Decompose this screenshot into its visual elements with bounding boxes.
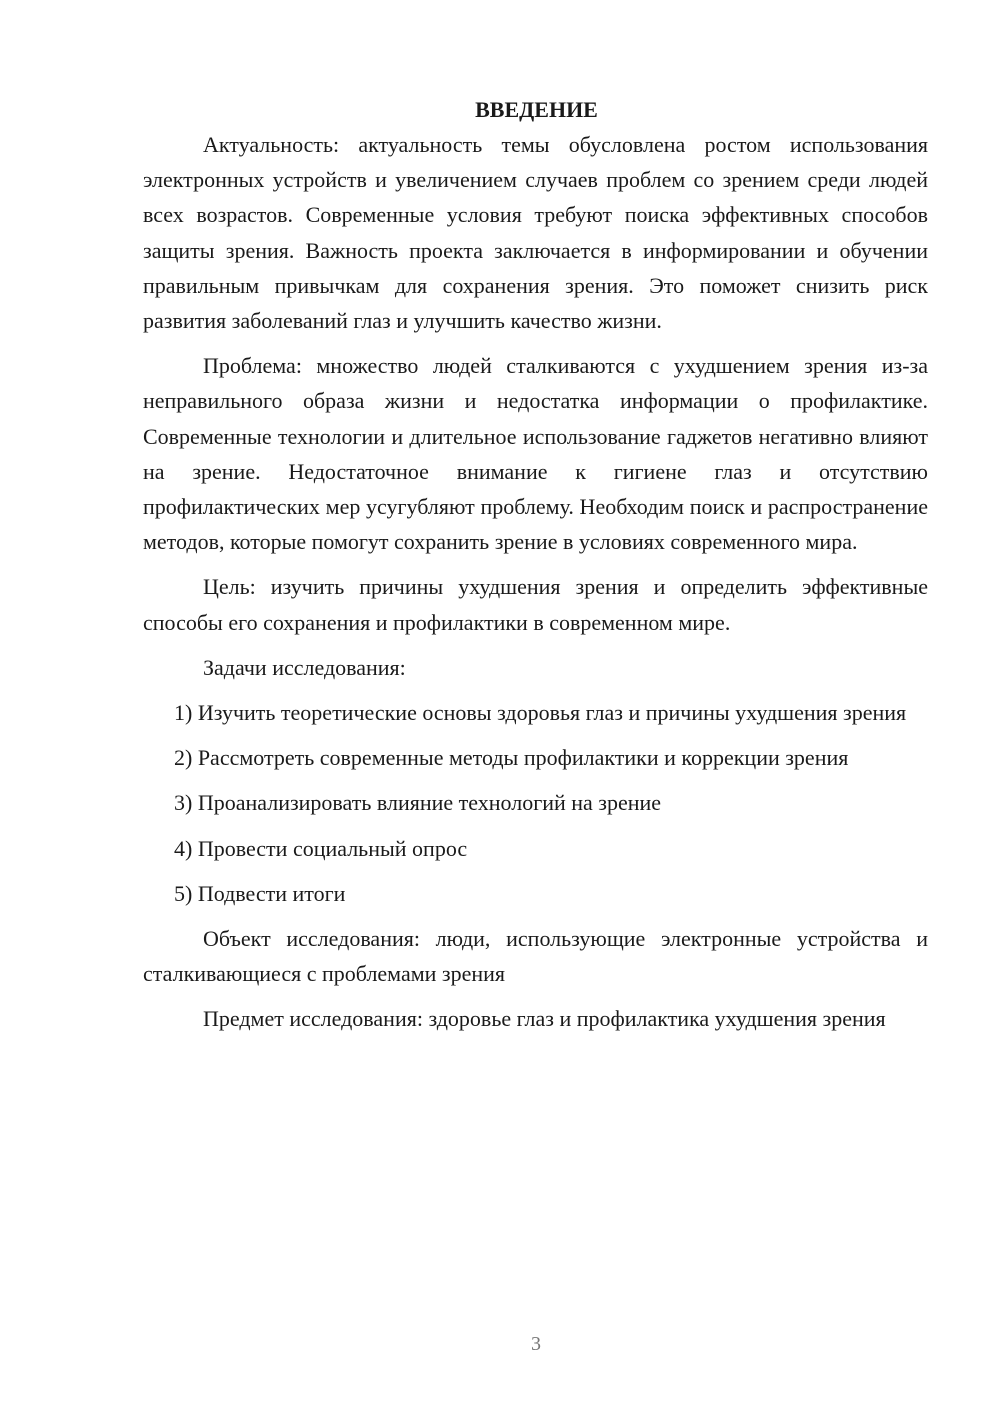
task-item-5: 5) Подвести итоги: [174, 880, 346, 906]
paragraph-problem: Проблема: множество людей сталкиваются с ухудшением зрения из-за неправильного образа жизни и недостатка информации о профилактике. Современные технологии и длительное использование гаджетов негативно влияют на зрение. Недостаточное внимание к гигиене глаз и отсутствию профилактических мер усугубляют проблему. Необходим поиск и распространение методов, которые помогут сохранить зрение в условиях современного мира.: [143, 353, 928, 555]
document-page: [143, 92, 928, 1037]
task-item-4: 4) Провести социальный опрос: [174, 835, 468, 861]
task-item-3: 3) Проанализировать влияние технологий на зрение: [174, 790, 662, 816]
paragraph-relevance: Актуальность: актуальность темы обусловлена ростом использования электронных устройств и увеличением случаев проблем со зрением среди людей всех возрастов. Современные условия требуют поиска эффективных способов защиты зрения. Важность проекта заключается в информировании и обучении правильным привычкам для сохранения зрения. Это поможет снизить риск развития заболеваний глаз и улучшить качество жизни.: [143, 132, 928, 334]
paragraph-goal: Цель: изучить причины ухудшения зрения и определить эффективные способы его сохранения и профилактики в современном мире.: [143, 574, 928, 635]
paragraph-subject: Предмет исследования: здоровье глаз и профилактика ухудшения зрения: [203, 1006, 886, 1032]
task-item-1: 1) Изучить теоретические основы здоровья глаз и причины ухудшения зрения: [174, 700, 907, 726]
tasks-heading: Задачи исследования:: [203, 654, 406, 680]
paragraph-object: Объект исследования: люди, использующие электронные устройства и сталкивающиеся с проблемами зрения: [143, 926, 928, 987]
page-number: 3: [531, 1333, 541, 1355]
task-item-2: 2) Рассмотреть современные методы профилактики и коррекции зрения: [174, 745, 849, 771]
section-heading: ВВЕДЕНИЕ: [475, 97, 598, 122]
